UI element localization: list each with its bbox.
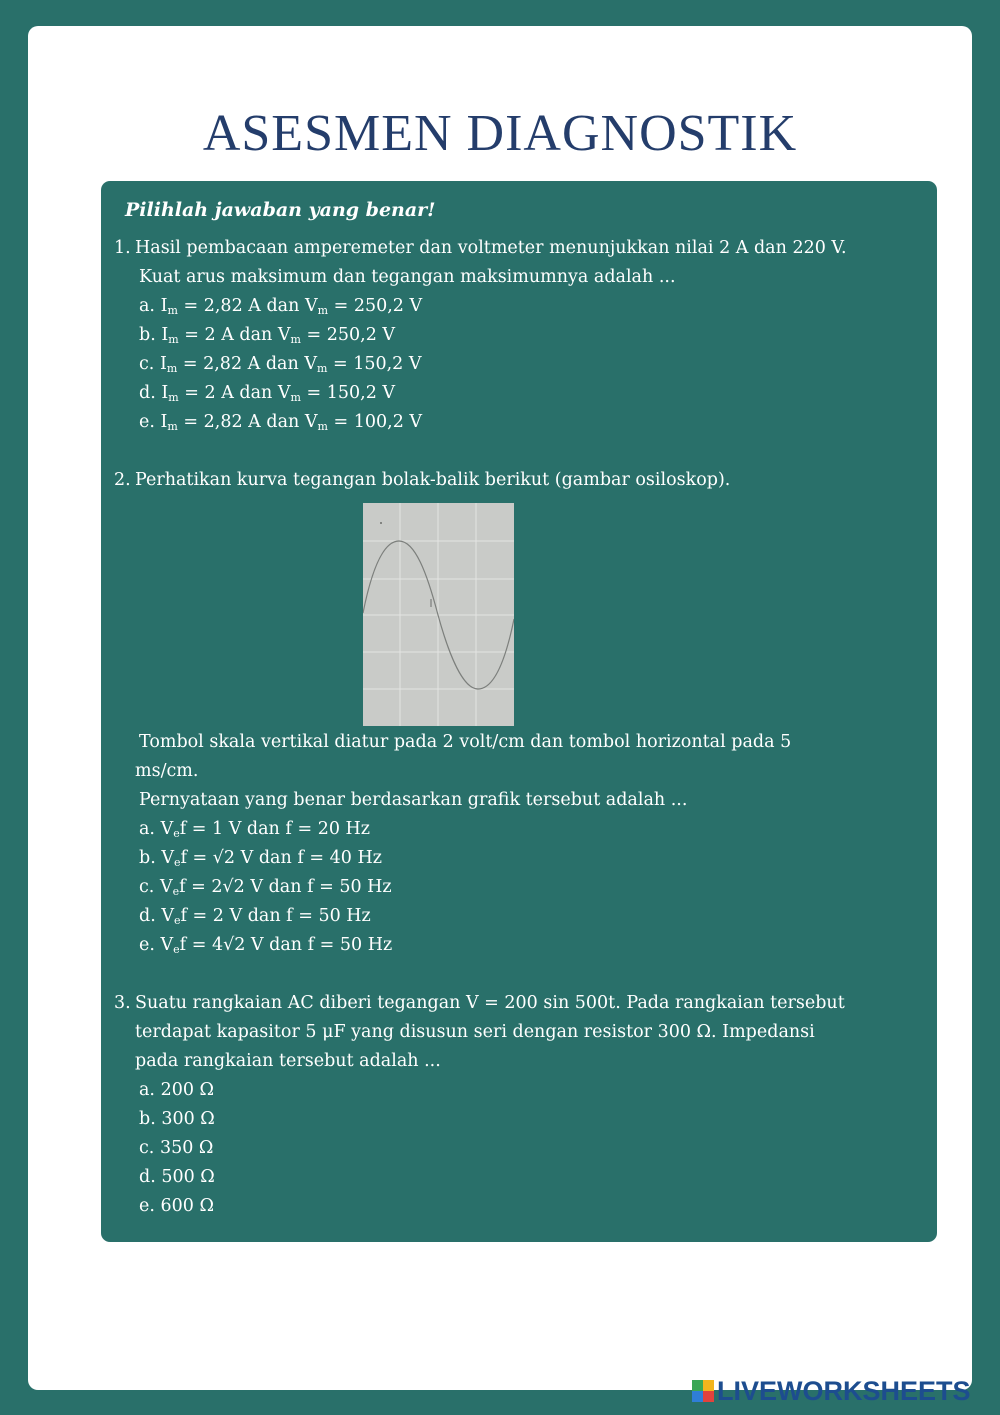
question-2-option-b[interactable]: b. $V_ef = √2$ V dan f = 40 Hz — [139, 848, 382, 869]
question-3-option-e[interactable]: e. 600 Ω — [139, 1196, 214, 1216]
question-1-number: 1. — [114, 238, 131, 258]
question-2-option-e[interactable]: e. $V_ef = 4√2$ V dan f = 50 Hz — [139, 935, 393, 956]
question-3-option-c[interactable]: c. 350 Ω — [139, 1138, 214, 1158]
question-2-text: Tombol skala vertikal diatur pada 2 volt/cm dan tombol horizontal pada 5 — [139, 732, 792, 752]
question-1-option-d[interactable]: d. $I_m = 2$ A dan $V_m = 150,2$ V — [139, 383, 396, 404]
question-2-text: Pernyataan yang benar berdasarkan grafik tersebut adalah ... — [139, 790, 688, 810]
question-2-number: 2. — [114, 470, 131, 490]
logo-text: LIVEWORKSHEETS — [717, 1375, 971, 1406]
logo-mark-icon — [692, 1380, 714, 1402]
question-2-option-d[interactable]: d. $V_ef = 2$ V dan f = 50 Hz — [139, 906, 371, 927]
question-3-option-a[interactable]: a. 200 Ω — [139, 1080, 215, 1100]
question-1-option-a[interactable]: a. $I_m = 2,82$ A dan $V_m = 250,2$ V — [139, 296, 423, 317]
question-3-number: 3. — [114, 993, 131, 1013]
question-3-option-b[interactable]: b. 300 Ω — [139, 1109, 215, 1129]
question-2-option-c[interactable]: c. $V_ef = 2√2$ V dan f = 50 Hz — [139, 877, 392, 898]
liveworksheets-logo[interactable] — [692, 1377, 971, 1405]
question-1-option-b[interactable]: b. $I_m = 2$ A dan $V_m = 250,2$ V — [139, 325, 396, 346]
page-title: ASESMEN DIAGNOSTIK — [202, 105, 798, 162]
instruction-text: Pilihlah jawaban yang benar! — [125, 199, 436, 221]
question-3-text: pada rangkaian tersebut adalah ... — [135, 1051, 441, 1071]
question-1-option-e[interactable]: e. $I_m = 2,82$ A dan $V_m = 100,2$ V — [139, 412, 423, 433]
question-3-text: Suatu rangkaian AC diberi tegangan V = 200 sin 500t. Pada rangkaian tersebut — [135, 993, 845, 1013]
question-1-text: Hasil pembacaan amperemeter dan voltmeter menunjukkan nilai 2 A dan 220 V. — [135, 238, 847, 258]
oscilloscope-image — [363, 503, 514, 726]
question-2-option-a[interactable]: a. $V_ef = 1$ V dan f = 20 Hz — [139, 819, 370, 840]
question-panel — [101, 181, 937, 1242]
question-2-text: Perhatikan kurva tegangan bolak-balik berikut (gambar osiloskop). — [135, 470, 731, 490]
question-3-option-d[interactable]: d. 500 Ω — [139, 1167, 215, 1187]
question-1-text: Kuat arus maksimum dan tegangan maksimumnya adalah ... — [139, 267, 676, 287]
question-2-text: ms/cm. — [135, 761, 199, 781]
question-1-option-c[interactable]: c. $I_m = 2,82$ A dan $V_m = 150,2$ V — [139, 354, 422, 375]
question-3-text: terdapat kapasitor 5 μF yang disusun seri dengan resistor 300 Ω. Impedansi — [135, 1022, 815, 1042]
